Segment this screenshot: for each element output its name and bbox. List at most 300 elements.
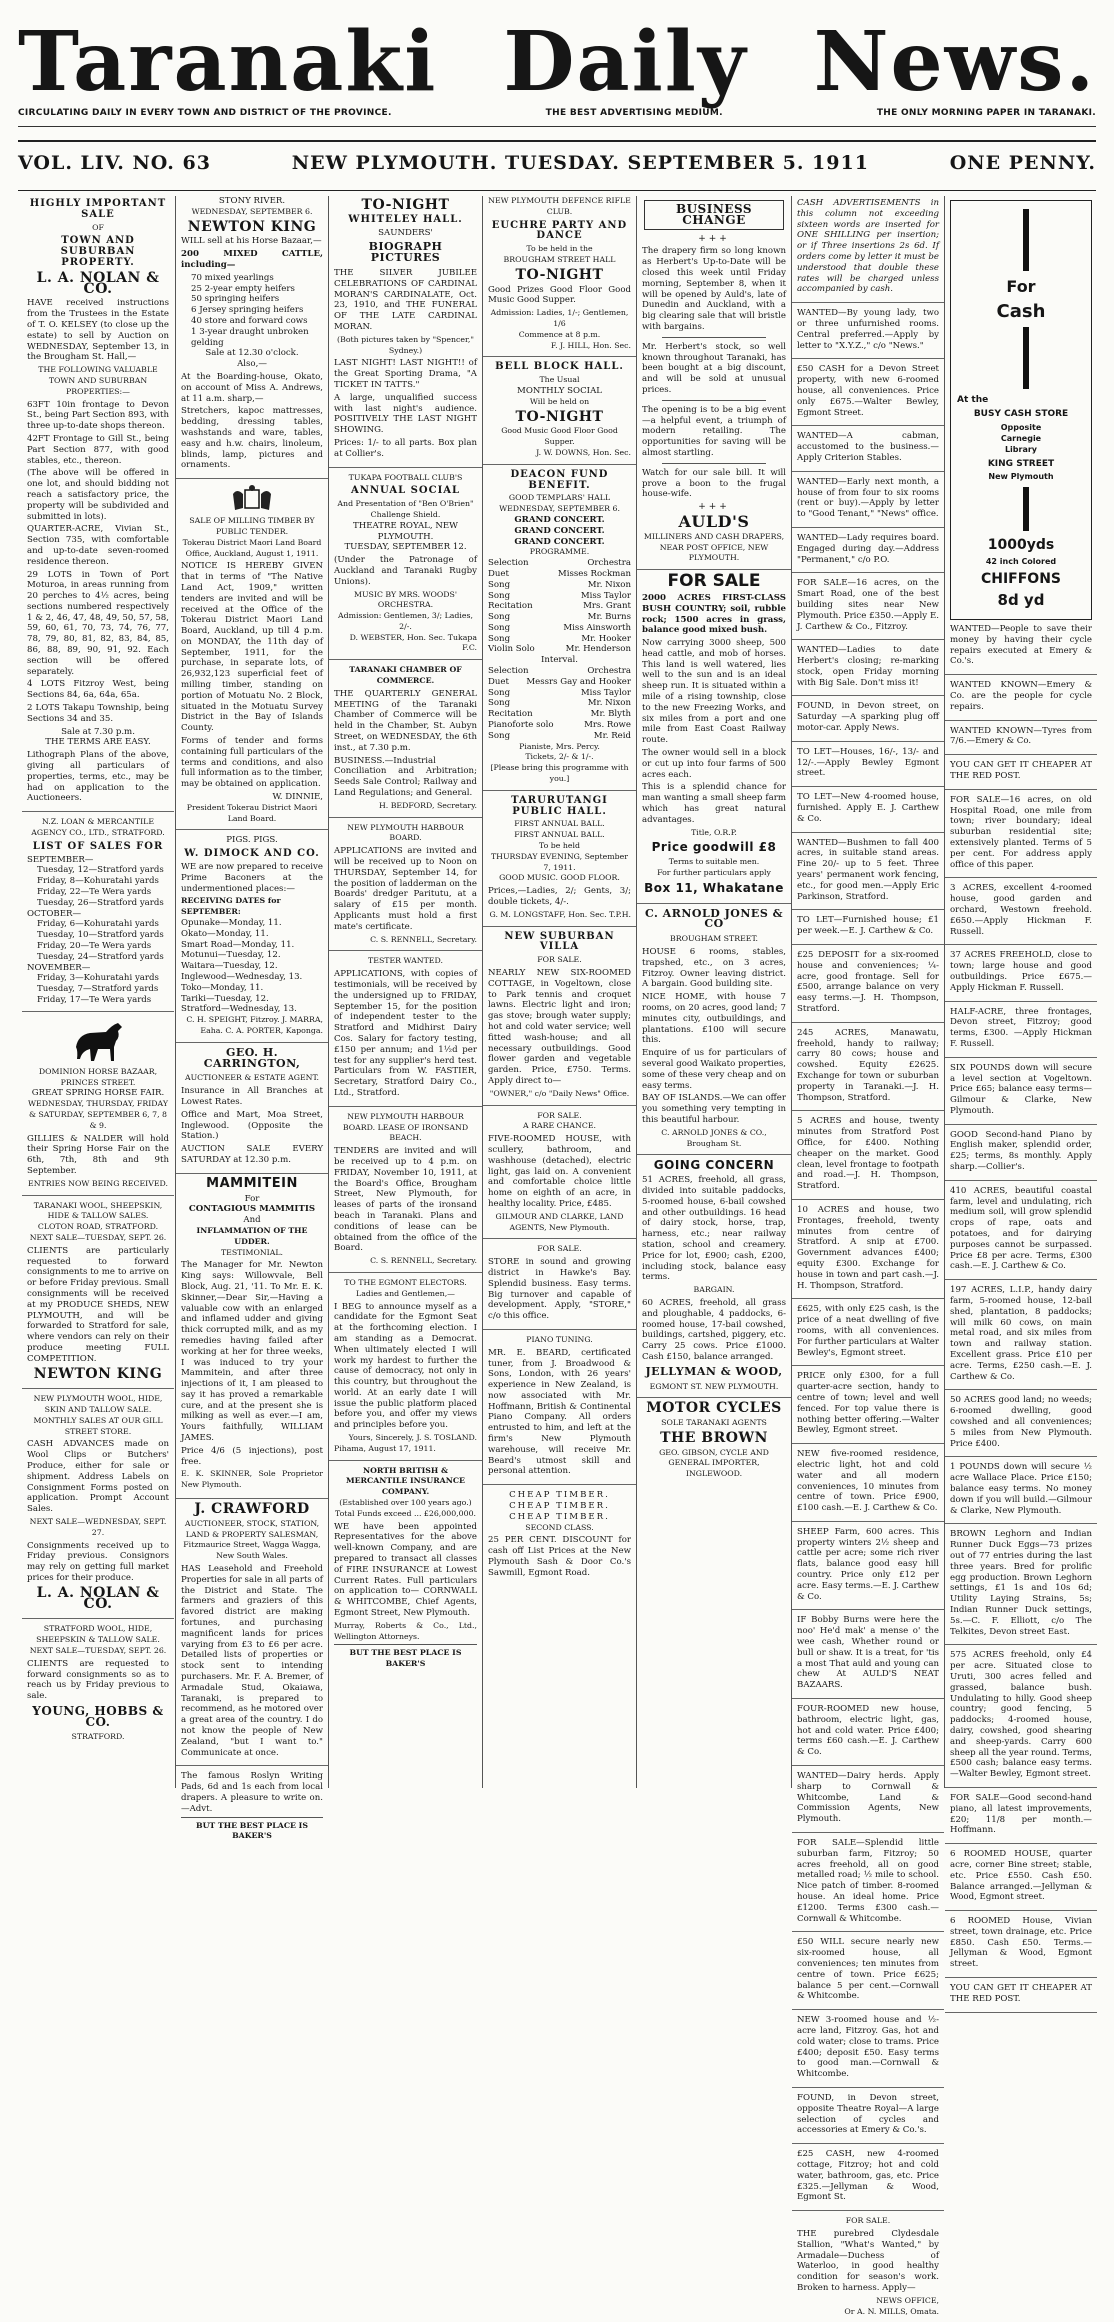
classified-text: 410 ACRES, beautiful coastal farm, level and undulating, rich medium soil, will grow splendid crops of rape, oats and potatoes, and for dairying purposes cannot be surpassed. Price £8 per acre. Terms, £300 cash.—E. J. Carthew & Co. xyxy=(950,1185,1092,1272)
programme-item-performer: Mr. Henderson xyxy=(565,644,631,655)
ad-body: CLIENTS are requested to forward consignments so as to reach us by Friday previous to sale. xyxy=(27,1658,169,1702)
ad-text: NEXT SALE—WEDNESDAY, SEPT. 27. xyxy=(29,1517,167,1537)
ad-body: WE are now prepared to receive Prime Baconers at the undermentioned places:— xyxy=(181,862,323,894)
ad-body: This is a splendid chance for man wanting a small sheep farm which has great natural advantages. xyxy=(642,782,786,825)
ad-subhead: CONTAGIOUS MAMMITIS xyxy=(188,1204,316,1215)
classified-ad xyxy=(945,883,1097,945)
ad-text: THE TERMS ARE EASY. xyxy=(45,737,151,748)
ad-subhead: DOMINION HORSE BAZAAR, PRINCES STREET. xyxy=(38,1066,158,1087)
column-5 xyxy=(636,196,791,1788)
agent-name: L. A. NOLAN & CO. xyxy=(36,1584,160,1612)
ad-body: Watch for our sale bill. It will prove a boon to the frugal house-wife. xyxy=(642,467,786,500)
ad-wool-sales xyxy=(22,1201,174,1390)
ad-body: Lithograph Plans of the above, giving all particulars of properties, terms, etc., may be had on application to the Auctioneers. xyxy=(27,750,169,804)
classified-ad xyxy=(945,1529,1097,1645)
classified-ad xyxy=(945,1007,1097,1058)
ad-headline: GOING CONCERN xyxy=(653,1158,775,1173)
classified-text: 5 ACRES and house, twenty minutes from Stratford Post Office, for £400. Nothing cheaper on the market. Good clean, level frontage to footpath and road.—J. H. Thompson, Stratford. xyxy=(797,1116,939,1192)
ad-horse-bazaar xyxy=(22,1017,174,1196)
ad-deacon-concert xyxy=(483,470,636,791)
ad-text: Commence at 8 p.m. xyxy=(518,329,601,339)
ad-headline: WHITELEY HALL. xyxy=(348,213,463,225)
sale-date: Tuesday, 12—Stratford yards xyxy=(37,865,164,876)
ad-text: [Please bring this programme with you.] xyxy=(490,763,629,784)
ad-nz-loan-sales xyxy=(22,817,174,1012)
classified-text: £50 CASH for a Devon Street property, with new 6-roomed house, all conveniences. Price only £675.—Walter Bewley, Egmont Street. xyxy=(797,364,939,418)
ad-body: The Manager for Mr. Newton King says: Willowvale, Bell Block, Aug. 21, '11. To Mr. E. K. Skinner,—Dear Sir,—Having a valuable cow with an enlarged and inflamed udder and giving thick corrupted milk, and as my remedies having failed after working at her for three weeks, I was induced to try your Mammitein, and after three injections of it, I am pleased to say it has proved a remarkable cure, and at the present she is milking as well as ever.—I am, Yours faithfully, WILLIAM JAMES. xyxy=(181,1260,323,1444)
ad-text: CHEAP TIMBER. xyxy=(509,1490,610,1501)
ad-piano-tuning xyxy=(483,1335,636,1485)
classified-text: FOUR-ROOMED new house, bathroom, electric light, gas, hot and cold water. Price £400; terms £60 cash.—E. J. Carthew & Co. xyxy=(797,1704,939,1758)
ad-body: NICE HOME, with house 7 rooms, on 20 acres, good land; 7 minutes city, outbuildings, and plantations. £100 will secure this. xyxy=(642,992,786,1046)
classified-ad xyxy=(945,1285,1097,1390)
programme-item-type: Selection xyxy=(488,558,529,569)
ad-pigs xyxy=(176,835,328,1042)
sale-date: Friday, 22—Te Wera yards xyxy=(37,887,152,898)
programme-item-performer: Mrs. Rowe xyxy=(584,720,631,731)
masthead-word-3: News. xyxy=(813,14,1096,110)
ad-headline: FOR SALE xyxy=(667,571,761,592)
classified-text: 575 ACRES freehold, only £4 per acre. Situated close to Uruti, 300 acres felled and grassed, balance bush. Undulating to hilly. Good sheep country; good fencing, 5 paddocks; 4-roomed house, dairy, cowshed, good shearing and sheep-yards. Carry 600 sheep all the year round. Terms, £500 cash; balance easy terms.—Walter Bewley, Egmont street. xyxy=(950,1650,1092,1780)
ad-cheap-timber xyxy=(483,1490,636,1585)
programme-item-performer: Messrs Gay and Hooker xyxy=(526,676,631,687)
ad-euchre-party xyxy=(483,196,636,357)
ad-body: Price 4/6 (5 injections), post free. xyxy=(181,1445,323,1467)
classified-ad xyxy=(945,1063,1097,1125)
ad-body: LAST NIGHT! LAST NIGHT!! of the Great Sporting Drama, "A TICKET IN TATTS." xyxy=(334,358,477,390)
sale-date: Friday, 17—Te Wera yards xyxy=(37,994,152,1005)
ad-text: NEXT SALE—TUESDAY, SEPT. 26. xyxy=(29,1232,167,1242)
ad-text: SAUNDERS' xyxy=(378,227,433,238)
classified-ad xyxy=(792,792,944,832)
classified-ad xyxy=(792,1771,944,1833)
programme-item xyxy=(488,698,631,709)
ad-subhead: NEW PLYMOUTH HARBOUR BOARD. LEASE OF IRONSAND BEACH. xyxy=(342,1111,469,1143)
column-4 xyxy=(482,196,636,1788)
divider-ornament: +++ xyxy=(698,502,730,513)
classified-text: 50 ACRES good land; no weeds; 6-roomed dwelling, good cowshed and all conveniences; 5 miles from New Plymouth. Price £400. xyxy=(950,1395,1092,1449)
receiving-date: Inglewood—Wednesday, 13. xyxy=(181,972,303,982)
classified-text: WANTED KNOWN—Tyres from 7/6.—Emery & Co. xyxy=(950,725,1092,747)
ad-body: Office and Mart, Moa Street, Inglewood. (Opposite the Station.) xyxy=(181,1109,323,1142)
ad-text: C. H. SPEIGHT, Fitzroy. J. MARRA, Eaha. C. A. PORTER, Kaponga. xyxy=(186,1015,323,1035)
ad-text: THURSDAY EVENING, September 7, 1911. xyxy=(490,851,629,872)
ad-text: AUCTIONEER, STOCK, STATION, LAND & PROPERTY SALESMAN, Fitzmaurice Street, Wagga Wagga, New South Wales. xyxy=(183,1518,321,1561)
ad-body: NEARLY NEW SIX-ROOMED COTTAGE, in Vogeltown, close to Park tennis and croquet lawns. Electric light and iron; gas stove; brough water supply; hot and cold water service; well fitted wash-house; and all necessary outbuildings. Good flower garden and vegetable garden. Price, £750. Terms. Apply direct to— xyxy=(488,968,631,1086)
receiving-date: Tariki—Tuesday, 12. xyxy=(181,993,269,1004)
classified-text: FOUND, in Devon street, opposite Theatre Royal—A large selection of cycles and accessories at Emery & Co.'s. xyxy=(797,2092,939,2136)
programme-item xyxy=(488,569,631,580)
ad-headline: DEACON FUND BENEFIT. xyxy=(510,468,609,491)
ad-text: Library xyxy=(1004,445,1038,454)
masthead-word-1: Taranaki xyxy=(18,14,438,110)
ad-text: Terms to suitable men. xyxy=(668,857,760,867)
ad-text: Pihama, August 17, 1911. xyxy=(334,1443,436,1453)
ad-headline: EUCHRE PARTY AND DANCE xyxy=(491,219,628,242)
auctioneer-name: L. A. NOLAN & CO. xyxy=(36,269,160,297)
ad-body: Prices: 1/- to all parts. Box plan at Collier's. xyxy=(334,437,477,459)
programme-item xyxy=(488,644,631,655)
ad-text: NEWS OFFICE, xyxy=(876,2295,939,2305)
programme-item-type: Song xyxy=(488,698,511,709)
column-6 xyxy=(791,196,944,2316)
ad-body: Now carrying 3000 sheep, 500 head cattle, and mob of horses. This land is well watered, lies well to the sun and is an ideal sheep run. It is situated within a mile of a rising township, close to the new Freezing Works, and six miles from a port and one mile from East Coast Railway route. xyxy=(642,638,786,746)
ad-text: WEDNESDAY, SEPTEMBER 6. xyxy=(191,206,313,216)
classified-ad xyxy=(792,915,944,945)
ad-headline: LIST OF SALES FOR xyxy=(32,840,164,852)
classified-ad xyxy=(792,1615,944,1699)
programme-item-performer: Mr. Nixon xyxy=(587,579,631,590)
ad-text: For xyxy=(1006,277,1036,296)
ad-body: HOUSE 6 rooms, stables, trapshed, etc., on 3 acres, Fitzroy. Owner leaving district. A bargain. Good building site. xyxy=(642,947,786,990)
ad-text: TUESDAY, SEPTEMBER 12. xyxy=(344,542,467,553)
classified-ad xyxy=(945,1849,1097,1911)
programme-item-performer: Orchestra xyxy=(587,666,631,677)
ad-body: THE QUARTERLY GENERAL MEETING of the Taranaki Chamber of Commerce will be held in the Chamber, St. Aubyn Street, on WEDNESDAY, the 6th inst., at 7.30 p.m. xyxy=(334,688,477,753)
ad-subhead: FOR SALE. xyxy=(537,1110,582,1120)
ad-headline: THE BROWN xyxy=(660,1429,768,1446)
ad-headline: TO-NIGHT xyxy=(515,266,604,283)
ad-headline: TOWN AND SUBURBAN PROPERTY. xyxy=(60,235,136,268)
horse-icon xyxy=(68,1017,128,1065)
ad-text: AUCTIONEER & ESTATE AGENT. xyxy=(184,1073,320,1083)
classified-text: 3 ACRES, excellent 4-roomed house, good garden and orchard, Westown freehold. £650.—Apply Hickman F. Russell. xyxy=(950,883,1092,937)
month-label: OCTOBER— xyxy=(27,908,82,919)
classified-text: £25 DEPOSIT for a six-roomed house and conveniences; ¼-acre, good frontage. Sell for £500, arrange balance on very easy terms.—J. H. Thompson, Stratford. xyxy=(797,950,939,1015)
ad-arnold-jones xyxy=(637,906,791,1156)
classified-ad xyxy=(945,950,1097,1001)
cattle-item: 6 Jersey springing heifers xyxy=(191,305,304,316)
ad-text: THEATRE ROYAL, NEW PLYMOUTH. xyxy=(353,520,458,542)
ad-text: CHEAP TIMBER. xyxy=(509,1511,610,1522)
programme-item-type: Recitation xyxy=(488,709,533,720)
ad-text: MILLINERS AND CASH DRAPERS, NEAR POST OFFICE, NEW PLYMOUTH. xyxy=(643,531,785,563)
ad-body: CASH ADVANCES made on Wool Clips or Butchers' Produce, either for sale or shipment. Address Labels on Consignment Forms posted on application. Prompt Account Sales. xyxy=(27,1439,169,1515)
lot-item: 42FT Frontage to Gill St., being Part Section 877, with good stables, etc., thereon. xyxy=(27,433,169,466)
ad-body: Good Prizes Good Floor Good Music Good Supper. xyxy=(488,284,631,306)
ad-subhead: NEW PLYMOUTH WOOL, HIDE, SKIN AND TALLOW SALE. MONTHLY SALES AT OUR GILL STREET STORE. xyxy=(33,1394,163,1436)
ad-text: MONTHLY SOCIAL xyxy=(517,385,602,396)
classified-text: WANTED—Lady requires board. Engaged during day.—Address "Permanent," c/o P.O. xyxy=(797,532,939,565)
classified-ad xyxy=(792,533,944,573)
classified-ad xyxy=(792,1449,944,1522)
programme-item-performer: Miss Taylor xyxy=(580,687,631,698)
ad-roslyn xyxy=(176,1771,328,1847)
masthead-sub-left: CIRCULATING DAILY IN EVERY TOWN AND DISTRICT OF THE PROVINCE. xyxy=(18,108,392,118)
programme-item-performer: Mr. Burns xyxy=(587,612,631,623)
ad-text: GOOD MUSIC. GOOD FLOOR. xyxy=(499,873,620,883)
signatory: Yours, Sincerely, J. S. TOSLAND. xyxy=(348,1433,477,1443)
ad-body: WE have been appointed Representatives for the above well-known Company, and are prepared to transact all classes of FIRE INSURANCE at Lowest Current Rates. Full particulars on application to— CORNWALL & WHITCOMBE, Chief Agents, Egmont Street, New Plymouth. xyxy=(334,1521,477,1619)
programme-item-type: Selection xyxy=(488,666,529,677)
classified-text: 1 POUNDS down will secure ½ acre Wallace Place. Price £150; balance easy terms. No money down if you will build.—Gilmour & Clarke, New Plymouth. xyxy=(950,1462,1092,1516)
ad-text: Tickets, 2/- & 1/-. xyxy=(525,752,594,762)
ad-body: Consignments received up to Friday previous. Consignors may rely on getting full market prices for their produce. xyxy=(27,1540,169,1584)
ad-body: WILL sell at his Horse Bazaar,— xyxy=(181,236,322,247)
classified-text: 37 ACRES FREEHOLD, close to town; large house and good outbuildings. Price £675.—Apply Hickman F. Russell. xyxy=(950,950,1092,993)
agent-name: YOUNG, HOBBS & CO. xyxy=(32,1704,164,1729)
cattle-item: 70 mixed yearlings xyxy=(191,272,274,283)
ad-motor-cycles xyxy=(637,1400,791,1485)
classified-text: IF Bobby Burns were here the noo' He'd mak' a mense o' the wee cash, Whether round or bull or shaw. It is a treat, for 'tis a most That auld and young can chew At AULD'S NEAT BAZAARS. xyxy=(797,1615,939,1691)
classified-ad xyxy=(945,1462,1097,1524)
programme-item xyxy=(488,634,631,645)
busy-cash-store-ad xyxy=(950,200,1092,620)
price-tag: 8d yd xyxy=(997,591,1045,609)
ad-text: GEO. GIBSON, CYCLE AND GENERAL IMPORTER, INGLEWOOD. xyxy=(659,1447,769,1479)
ad-tarurutangi-ball xyxy=(483,796,636,927)
classified-ad xyxy=(792,1371,944,1444)
programme-item-performer: Mr. Nixon xyxy=(587,698,631,709)
sale-date: Friday, 8—Kohuratahi yards xyxy=(37,876,159,887)
ad-body: 200 MIXED CATTLE, including— xyxy=(181,249,323,270)
lot-item: 63FT 10in frontage to Devon St., being Part Section 893, with three up-to-date shops thereon. xyxy=(27,399,169,432)
ad-body: Enquire of us for particulars of several good Waikato properties, some of these very cheap and on easy terms. xyxy=(642,1048,786,1091)
lot-item: (The above will be offered in one lot, and should bidding not reach a satisfactory price, the property will be subdivided and submitted in lots). xyxy=(27,468,169,522)
ad-text: GREAT SPRING HORSE FAIR. xyxy=(31,1088,165,1099)
ad-subhead: STRATFORD WOOL, HIDE, SHEEPSKIN & TALLOW SALE. NEXT SALE—TUESDAY, SEPT. 26. xyxy=(29,1624,167,1656)
signatory: F. J. HILL, Hon. Sec. xyxy=(550,340,631,350)
ad-whakatane-sale xyxy=(637,571,791,904)
classified-text: TO LET—Houses, 16/-, 13/- and 12/-.—Apply Bewley Egmont street. xyxy=(797,746,939,779)
ad-text: Will be held on xyxy=(529,396,590,406)
classified-text: WANTED—Ladies to date Herbert's closing; re-marking stock, open Friday morning with Big Sale. Don't miss it! xyxy=(797,645,939,688)
classified-ad xyxy=(792,1937,944,2010)
ad-egmont-electors xyxy=(329,1278,482,1461)
cattle-item: 40 store and forward cows xyxy=(191,315,308,326)
agent-name: JELLYMAN & WOOD, xyxy=(645,1364,783,1378)
classified-ad xyxy=(945,1983,1097,2013)
column-1 xyxy=(22,196,174,1788)
ad-mammitein xyxy=(176,1175,328,1499)
columns xyxy=(22,196,1096,2316)
agent-name: NEWTON KING xyxy=(33,1365,163,1382)
ad-text: OF xyxy=(92,222,104,232)
ad-text: CHEAP TIMBER. xyxy=(509,1501,610,1512)
classified-ad xyxy=(792,2015,944,2088)
ad-text: C. ARNOLD JONES & CO., Brougham St. xyxy=(661,1127,767,1148)
ad-headline: W. DIMOCK AND CO. xyxy=(184,848,320,860)
ad-biograph xyxy=(329,197,482,468)
programme-list xyxy=(488,558,631,742)
programme-item-performer: Mrs. Grant xyxy=(583,601,631,612)
programme-item-performer: Mr. Reid xyxy=(593,730,631,741)
classified-ad xyxy=(792,1028,944,1112)
agent-name: C. ARNOLD JONES & CO xyxy=(644,906,784,931)
classified-text: SHEEP Farm, 600 acres. This property winters 2½ sheep and cattle per acre; some rich river flats, balance good easy hill country. Price only £12 per acre. Easy terms.—E. J. Carthew & Co. xyxy=(797,1526,939,1602)
ad-body: Mr. Herbert's stock, so well known throughout Taranaki, has been bought at a big discount, and will be sold at unusual prices. xyxy=(642,341,786,395)
divider xyxy=(662,337,766,338)
sale-date: Tuesday, 26—Stratford yards xyxy=(37,897,164,908)
programme-item-type: Song xyxy=(488,579,511,590)
ad-subhead: GRAND CONCERT. xyxy=(514,536,605,547)
classified-text: HALF-ACRE, three frontages, Devon street, Fitzroy; good terms, £300. —Apply Hickman F. Russell. xyxy=(950,1006,1092,1049)
sale-date: Friday, 6—Kohuratahi yards xyxy=(37,919,159,930)
classified-text: YOU CAN GET IT CHEAPER AT THE RED POST. xyxy=(950,760,1092,781)
divider xyxy=(662,463,766,464)
ad-headline: HIGHLY IMPORTANT SALE xyxy=(29,198,167,220)
ad-body: CLIENTS are particularly requested to forward consignments to me to arrive on or before Friday previous. Small consignments will be received at my PRODUCE SHEDS, NEW PLYMOUTH, and will be forwarded to Stratford for sale, where vendors can rely on their produce meeting FULL COMPETITION. xyxy=(27,1245,169,1364)
classified-ad xyxy=(945,1650,1097,1788)
classified-text: WANTED—Dairy herds. Apply sharp to Cornwall & Whitcombe, Land & Commission Agents, New Plymouth. xyxy=(797,1771,939,1825)
classified-ad xyxy=(945,1186,1097,1280)
classified-text: FOR SALE—Good second-hand piano, all latest improvements, £20; 11/8 per month.—Hoffmann. xyxy=(950,1792,1092,1836)
ad-text: Also,— xyxy=(237,359,267,370)
ad-subhead: NORTH BRITISH & MERCANTILE INSURANCE COMPANY. xyxy=(345,1465,466,1497)
ad-body: BAY OF ISLANDS.—We can offer you something very tempting in this beautiful harbour. xyxy=(642,1093,786,1125)
classified-text: 197 ACRES, L.I.P., handy dairy farm, 5-roomed house, 12-bail shed, plantation, 8 paddocks; will milk 60 cows, on main metal road, and six miles from town and railway station. Excellent grass. Price £10 per acre. Terms, £250 cash.—E. J. Carthew & Co. xyxy=(950,1285,1092,1382)
programme-item xyxy=(488,677,631,688)
ad-text: Tokerau District Maori Land Board Office, Auckland, August 1, 1911. xyxy=(182,537,322,558)
classified-text: 6 ROOMED HOUSE, quarter acre, corner Bine street; stable, etc. Price £550. Cash £50. Balance arranged.—Jellyman & Wood, Egmont street. xyxy=(950,1849,1092,1903)
ad-text: Sale at 12.30 o'clock. xyxy=(205,348,299,359)
ad-crawford xyxy=(176,1501,328,1766)
ad-subhead: GRAND CONCERT. xyxy=(514,514,605,525)
ad-rare-chance xyxy=(483,1111,636,1240)
ad-subhead: RECEIVING DATES for SEPTEMBER: xyxy=(181,896,281,917)
programme-item-type: Song xyxy=(488,590,511,601)
ad-subhead: FOR SALE. xyxy=(845,2216,891,2226)
signatory: J. W. DOWNS, Hon. Sec. xyxy=(536,447,631,457)
ad-text: And xyxy=(243,1215,261,1226)
classified-text: PRICE only £300, for a full quarter-acre section, handy to centre of town; level and well fenced. For top value there is nothing better offering.—Walter Bewley, Egmont street. xyxy=(797,1371,939,1436)
ad-subhead: TARANAKI WOOL, SHEEPSKIN, HIDE & TALLOW SALES. xyxy=(33,1200,163,1221)
ad-stony-river xyxy=(176,196,328,479)
ad-subhead: TO THE EGMONT ELECTORS. xyxy=(344,1277,467,1287)
ad-text: Ladies and Gentlemen,— xyxy=(356,1288,455,1298)
masthead-sub-center: THE BEST ADVERTISING MEDIUM. xyxy=(545,108,723,118)
receiving-date: Okato—Monday, 11. xyxy=(181,928,269,939)
ad-subhead: SALE OF MILLING TIMBER BY PUBLIC TENDER. xyxy=(189,516,315,536)
programme-item xyxy=(488,720,631,731)
ad-text: At the xyxy=(957,395,989,405)
classifieds-list xyxy=(945,624,1097,2013)
programme-item-type: Recitation xyxy=(488,601,533,612)
ad-text: Sale at 7.30 p.m. xyxy=(61,726,135,737)
classified-text: WANTED—A cabman, accustomed to the business.—Apply Criterion Stables. xyxy=(797,431,939,463)
classified-ad xyxy=(792,701,944,741)
ad-text: New Plymouth xyxy=(988,472,1054,481)
classified-text: BROWN Leghorn and Indian Runner Duck Eggs—73 prizes out of 77 entries during the last three years. Bred for prolific egg production. Brown Leghorn settings, £1 1s and 10s 6d; Utility Laying Strains, 5s; Indian Runner Duck settings, 5s.—C. F. Elliott, c/o The Telkites, Devon street East. xyxy=(950,1529,1092,1637)
classified-text: YOU CAN GET IT CHEAPER AT THE RED POST. xyxy=(950,1983,1092,2004)
ad-text: BARGAIN. xyxy=(693,1285,735,1295)
ad-body: AUCTION SALE EVERY SATURDAY at 12.30 p.m. xyxy=(181,1144,323,1165)
ad-body: THE purebred Clydesdale Stallion, "What's Wanted," by Armadale—Duchess of Waterloo, in good healthy condition for season's work. Broken to harness. Apply— xyxy=(797,2228,939,2293)
ad-text: (Both pictures taken by "Spencer," Sydney.) xyxy=(337,334,474,355)
ad-subhead: PIANO TUNING. xyxy=(526,1334,593,1344)
ad-subhead: TESTER WANTED. xyxy=(368,956,443,966)
ad-text: FIRST ANNUAL BALL. xyxy=(514,830,605,840)
programme-item-type: Duet xyxy=(488,568,509,579)
ad-body: APPLICATIONS, with copies of testimonials, will be received by the undersigned up to FRIDAY, September 15, for the position of independent tester to the Stratford and Midhirst Dairy Cos. Salary for factory testing, £150 per annum; and 1½d per test for any supplier's herd test. Particulars from W. FASTIER, Secretary, Stratford Dairy Co., Ltd., Stratford. xyxy=(334,969,477,1098)
ad-headline: CHIFFONS xyxy=(980,571,1062,587)
ad-body: APPLICATIONS are invited and will be received up to Noon on THURSDAY, September 14, for the position of ladderman on the Boards' dredger Paritutu, at a salary of £15 per month. Applicants must hold a first mate's certificate. xyxy=(334,846,477,932)
ad-body: FIVE-ROOMED HOUSE, with scullery, bathroom, and washhouse (detached), electric light, gas laid on. A convenient and comfortable choice little home on eighth of an acre, in healthy locality. Price, £485. xyxy=(488,1134,631,1209)
store-name: AULD'S xyxy=(678,511,750,531)
programme-item-performer: Orchestra xyxy=(587,558,631,569)
classified-text: GOOD Second-hand Piano by English maker, splendid order, £25; terms, 8s monthly. Apply sharp.—Collier's. xyxy=(950,1129,1092,1173)
divider-ornament: +++ xyxy=(698,233,730,244)
classified-ad xyxy=(792,2149,944,2211)
ad-headline: BUSY CASH STORE xyxy=(973,409,1069,419)
ad-text: "OWNER," c/o "Daily News" Office. xyxy=(489,1088,630,1098)
ad-body: At the Boarding-house, Okato, on account of Miss A. Andrews, at 11 a.m. sharp,— xyxy=(181,371,323,404)
ad-going-concern xyxy=(637,1160,791,1398)
ad-text: PROGRAMME. xyxy=(529,547,590,557)
ad-text: Carnegie xyxy=(1000,434,1042,443)
classified-ad xyxy=(945,1130,1097,1181)
classified-text: 6 ROOMED House, Vivian street, town drainage, etc. Price £850. Cash £50. Terms.—Jellyman & Wood, Egmont street. xyxy=(950,1916,1092,1970)
ad-text: Opposite xyxy=(1000,423,1042,432)
ad-subhead: TUKAPA FOOTBALL CLUB'S xyxy=(348,472,463,482)
classified-text: WANTED—By young lady, two or three unfurnished rooms. Central preferred.—Apply by letter to "X.Y.Z.," c/o "News." xyxy=(797,308,939,351)
masthead-rule xyxy=(18,126,1096,127)
classified-text: FOUND, in Devon street, on Saturday —A sparking plug off motor-car. Apply News. xyxy=(797,701,939,734)
classifieds-list xyxy=(792,308,944,2211)
programme-item xyxy=(488,688,631,699)
coat-of-arms-icon xyxy=(227,484,277,514)
programme-item-performer: Miss Taylor xyxy=(580,590,631,601)
ad-subhead: TARANAKI CHAMBER OF COMMERCE. xyxy=(349,665,462,686)
ad-body: A large, unqualified success with last night's audience. POSITIVELY THE LAST NIGHT SHOWING. xyxy=(334,392,477,436)
programme-item xyxy=(488,612,631,623)
classified-ad xyxy=(792,1116,944,1200)
programme-item xyxy=(488,601,631,612)
programme-item-type: Song xyxy=(488,687,511,698)
signatory: G. M. LONGSTAFF, Hon. Sec. T.P.H. xyxy=(489,909,631,919)
ad-body: Stretchers, kapoc mattresses, bedding, dressing tables, washstands and ware, tables, easy and h.w. chairs, linoleum, blinds, lamp, pictures and ornaments. xyxy=(181,406,323,471)
month-label: SEPTEMBER— xyxy=(27,854,94,865)
ad-text: WEDNESDAY, THURSDAY, FRIDAY & SATURDAY, SEPTEMBER 6, 7, 8 & 9. xyxy=(28,1099,168,1130)
ad-text: FIRST ANNUAL BALL. xyxy=(514,819,605,829)
ad-body: CASH ADVERTISEMENTS in this column not exceeding sixteen words are inserted for ONE SHILLING per insertion; or if Three insertions 2s 6d. If orders come by letter it must be understood that double these rates will be charged unless accompanied by cash. xyxy=(797,198,939,295)
receiving-date: Toko—Monday, 11. xyxy=(181,982,264,993)
sale-date: Tuesday, 7—Stratford yards xyxy=(37,984,159,995)
ad-headline: BUSINESS CHANGE xyxy=(644,200,784,230)
receiving-date: Waitara—Tuesday, 12. xyxy=(181,961,278,972)
cattle-item: 25 2-year empty heifers xyxy=(191,283,295,294)
programme-item-performer: Misses Rockman xyxy=(557,568,631,579)
ad-body: E. K. SKINNER, Sole Proprietor New Plymouth. xyxy=(181,1469,323,1490)
cattle-item: 50 springing heifers xyxy=(191,294,280,305)
classified-ad xyxy=(792,308,944,359)
product-name: MAMMITEIN xyxy=(206,1175,298,1191)
classified-text: 245 ACRES, Manawatu, freehold, handy to railway; carry 80 cows; house and cowshed. Equity £2625. Exchange for town or suburban property in Taranaki.—J. H. Thompson, Stratford. xyxy=(797,1027,939,1103)
classified-ad xyxy=(945,1793,1097,1844)
classified-ad xyxy=(945,726,1097,756)
classified-ad xyxy=(792,747,944,787)
ad-body: TENDERS are invited and will be received up to 4 p.m. on FRIDAY, November 10, 1911, at the Board's Office, Brougham Street, New Plymouth, for leases of parts of the ironsand beach in Taranaki. Plans and conditions of lease can be obtained from the office of the Board. xyxy=(334,1146,477,1254)
sale-date: Tuesday, 10—Stratford yards xyxy=(37,930,164,941)
ad-subhead: PIGS. PIGS. xyxy=(226,835,278,846)
ad-body: 60 ACRES, freehold, all grass and ploughable, 4 paddocks, 6-roomed house, 17-bail cowshed, buildings, cartshed, piggery, etc. Carry 25 cows. Price £1000. Cash £150, balance arranged. xyxy=(642,1297,786,1362)
ad-body: Murray, Roberts & Co., Ltd., Wellington Attorneys. xyxy=(334,1620,477,1641)
receiving-date: Stratford—Wednesday, 13. xyxy=(181,1004,297,1015)
masthead-title xyxy=(18,14,1096,110)
ad-headline: TO-NIGHT xyxy=(515,408,604,425)
ad-subhead: GRAND CONCERT. xyxy=(514,525,605,536)
column-3 xyxy=(328,196,482,1788)
classified-ad xyxy=(945,795,1097,879)
ad-headline: TO-NIGHT xyxy=(361,197,450,213)
classified-text: FOR SALE—16 acres, on old Hospital Road, one mile from town; river boundary; ideal suburban residential site; extensively planted. Terms of 5 per cent. For address apply office of this paper. xyxy=(950,794,1092,870)
ad-text: BUT THE BEST PLACE IS BAKER'S xyxy=(181,1817,323,1843)
ad-tester-wanted xyxy=(329,956,482,1106)
programme-item-type: Duet xyxy=(488,676,509,687)
ad-text: ENTRIES NOW BEING RECEIVED. xyxy=(28,1178,168,1188)
ad-north-british xyxy=(329,1466,482,1675)
signatory: D. WEBSTER, Hon. Sec. Tukapa F.C. xyxy=(349,632,477,653)
